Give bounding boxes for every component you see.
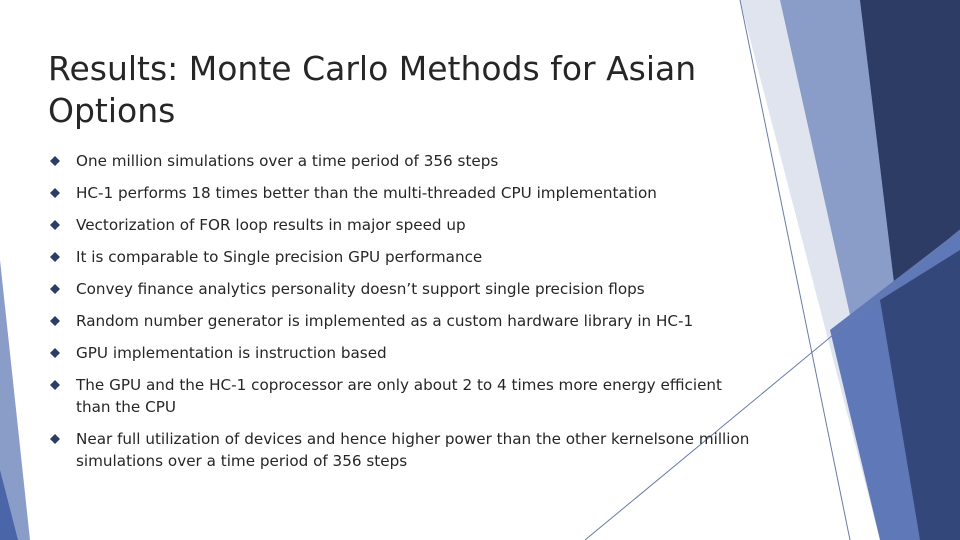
bullet-text: Random number generator is implemented as a custom hardware library in HC-1 — [76, 312, 694, 330]
diamond-bullet-icon — [50, 434, 60, 444]
bullet-item — [50, 428, 750, 472]
bullet-list — [50, 150, 750, 482]
bullet-text: HC-1 performs 18 times better than the multi-threaded CPU implementation — [76, 184, 657, 202]
bullet-text: Vectorization of FOR loop results in major speed up — [76, 216, 466, 234]
diamond-bullet-icon — [50, 380, 60, 390]
bullet-text: GPU implementation is instruction based — [76, 344, 387, 362]
diamond-bullet-icon — [50, 316, 60, 326]
bullet-text: It is comparable to Single precision GPU performance — [76, 248, 483, 266]
diamond-bullet-icon — [50, 252, 60, 262]
bullet-item — [50, 150, 750, 172]
diamond-bullet-icon — [50, 188, 60, 198]
bullet-item — [50, 278, 750, 300]
bullet-item — [50, 214, 750, 236]
bullet-item — [50, 310, 750, 332]
bullet-text: Near full utilization of devices and hence higher power than the other kernelsone million simulations over a time period of 356 steps — [76, 430, 750, 470]
bullet-item — [50, 342, 750, 364]
bullet-text: Convey finance analytics personality doesn’t support single precision flops — [76, 280, 645, 298]
bullet-item — [50, 182, 750, 204]
bullet-text: The GPU and the HC-1 coprocessor are only about 2 to 4 times more energy efficient than the CPU — [76, 376, 722, 416]
bullet-text: One million simulations over a time period of 356 steps — [76, 152, 499, 170]
diamond-bullet-icon — [50, 348, 60, 358]
diamond-bullet-icon — [50, 284, 60, 294]
bullet-item — [50, 374, 750, 418]
slide-title: Results: Monte Carlo Methods for Asian Options — [48, 49, 697, 130]
diamond-bullet-icon — [50, 156, 60, 166]
diamond-bullet-icon — [50, 220, 60, 230]
bullet-item — [50, 246, 750, 268]
